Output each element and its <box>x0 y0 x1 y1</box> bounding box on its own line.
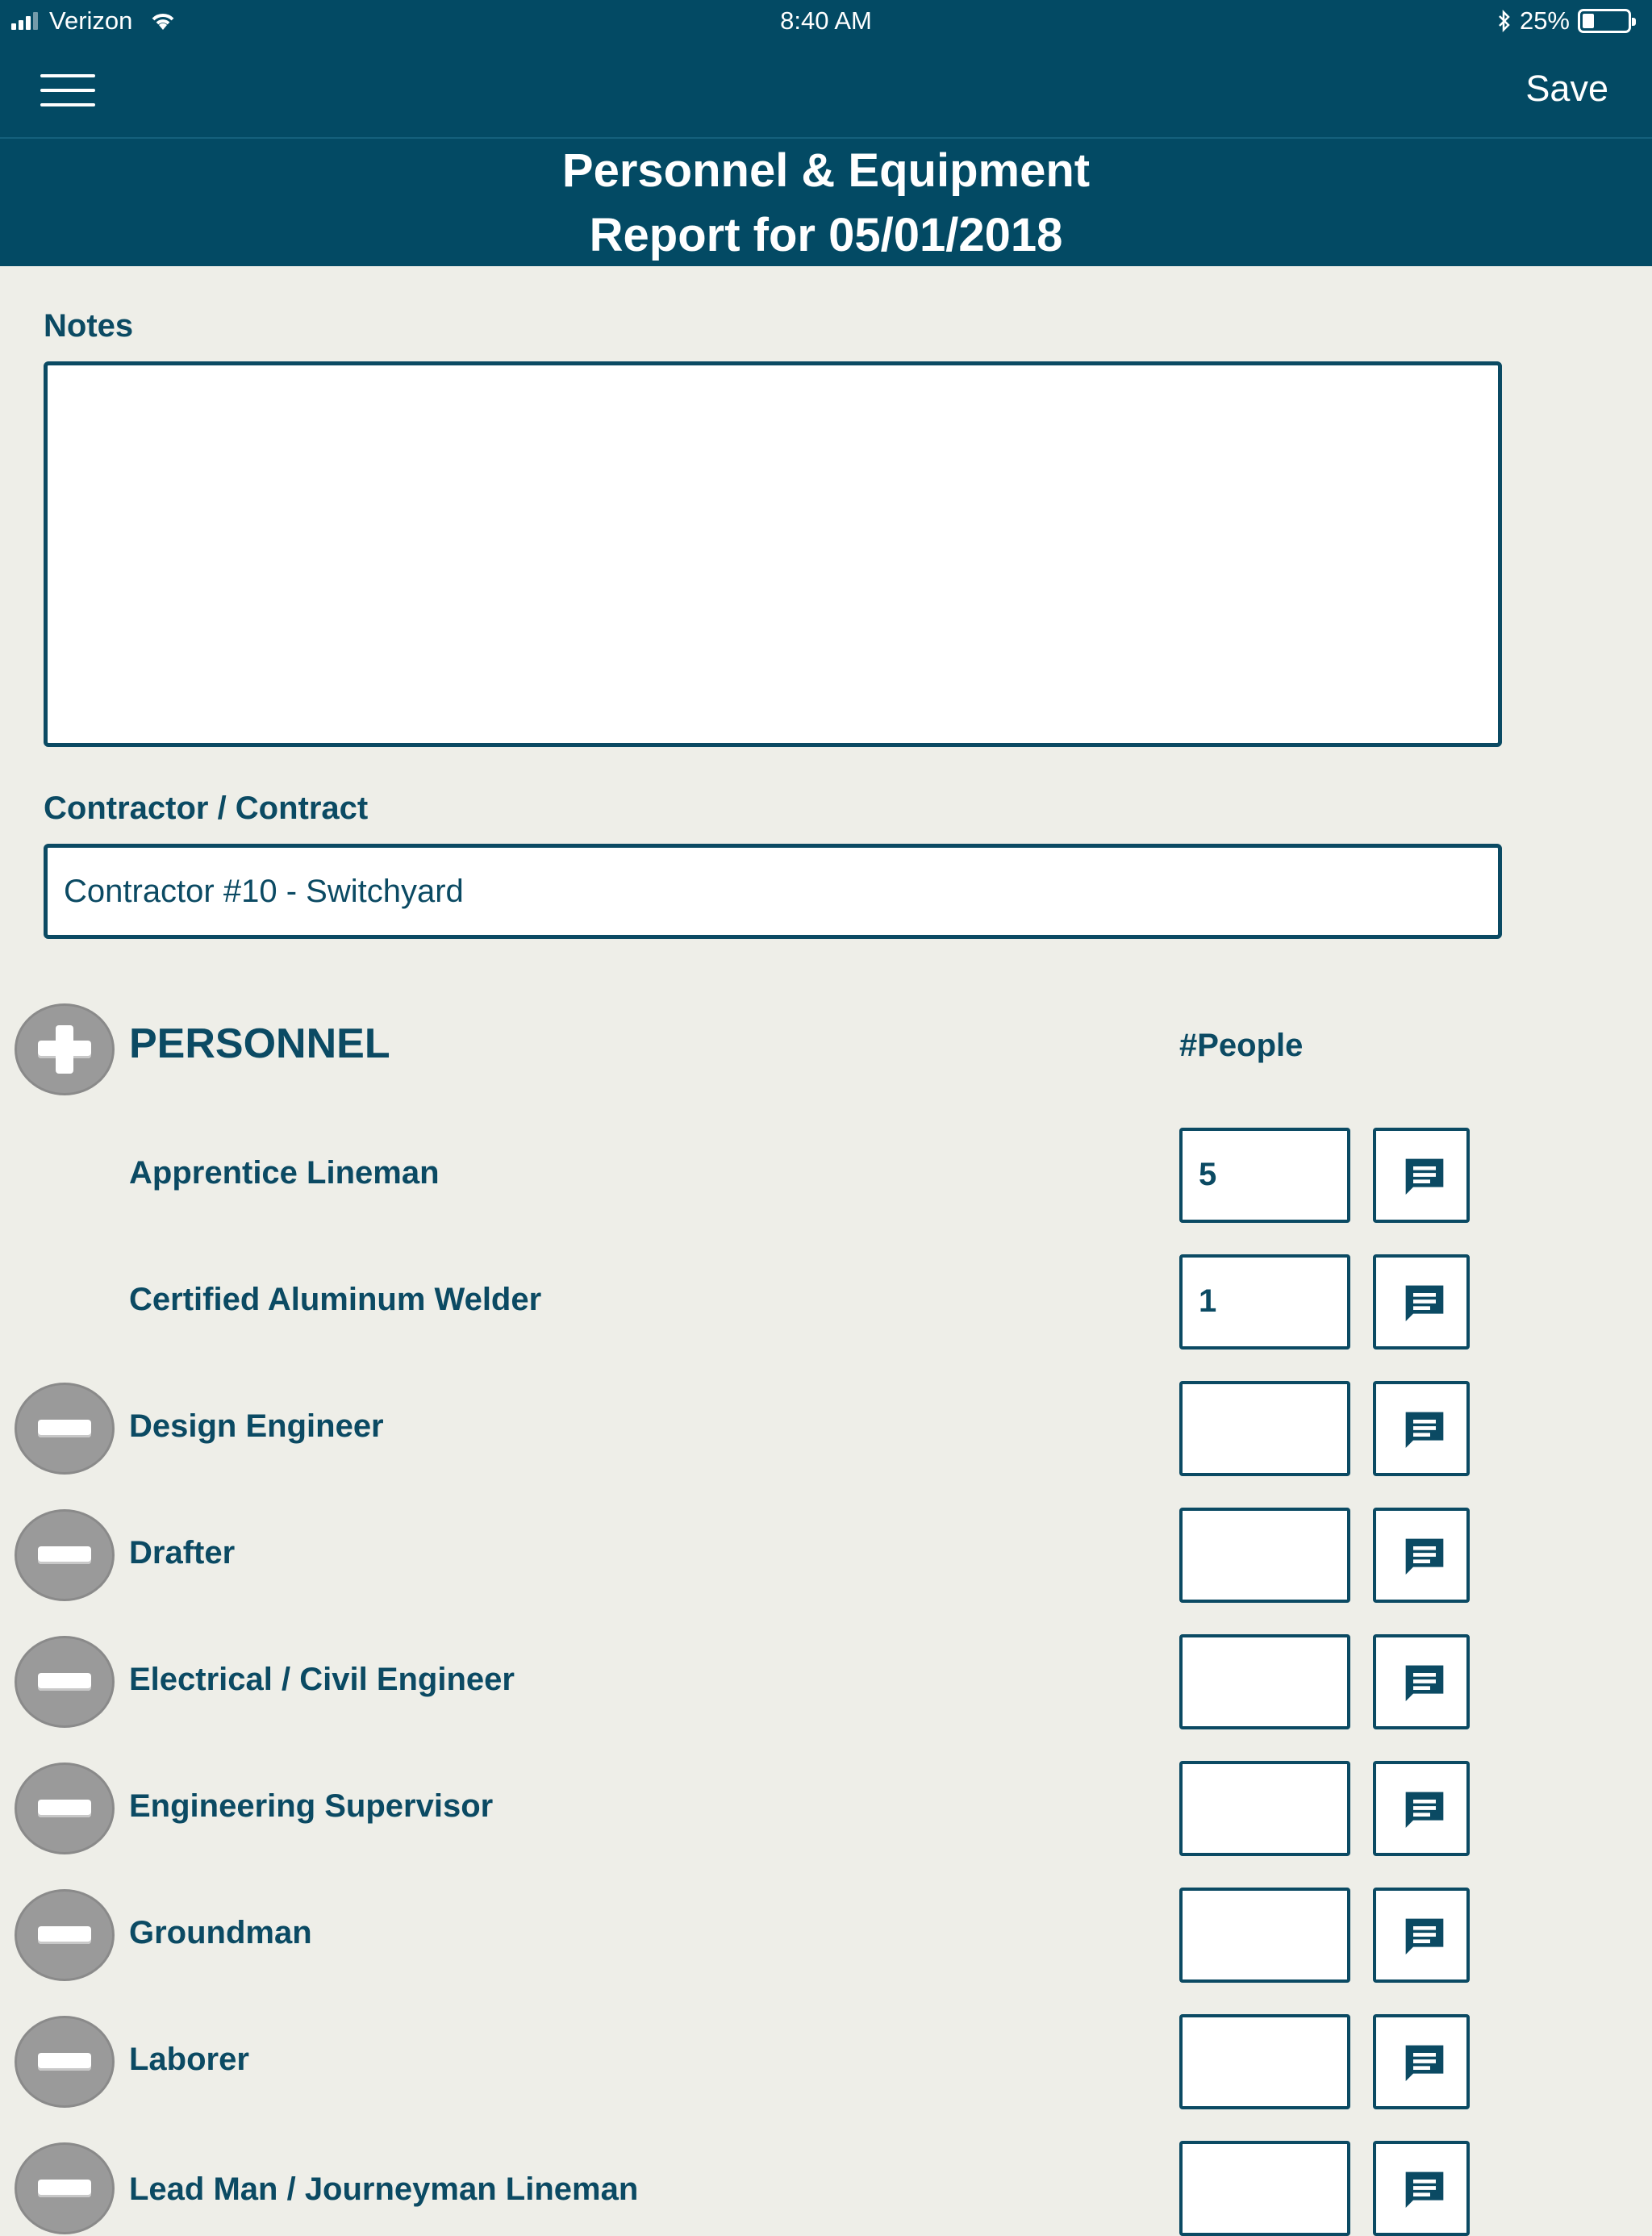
hamburger-menu-icon[interactable] <box>40 74 95 110</box>
personnel-row-label: Certified Aluminum Welder <box>129 1282 542 1317</box>
remove-circle-icon[interactable] <box>15 1763 115 1854</box>
comment-button[interactable] <box>1373 1128 1470 1223</box>
comment-button[interactable] <box>1373 1888 1470 1983</box>
comment-button[interactable] <box>1373 1634 1470 1729</box>
comment-button[interactable] <box>1373 1508 1470 1603</box>
personnel-row-label: Design Engineer <box>129 1408 384 1444</box>
personnel-row-label: Groundman <box>129 1915 312 1950</box>
comment-icon <box>1402 1915 1447 1960</box>
comment-icon <box>1402 2168 1447 2213</box>
comment-icon <box>1402 2042 1447 2087</box>
remove-circle-icon[interactable] <box>15 2142 115 2234</box>
people-count-input[interactable] <box>1179 1381 1350 1476</box>
personnel-row-label: Laborer <box>129 2042 249 2077</box>
personnel-row-label: Engineering Supervisor <box>129 1788 494 1824</box>
comment-button[interactable] <box>1373 1761 1470 1856</box>
comment-button[interactable] <box>1373 1254 1470 1350</box>
comment-icon <box>1402 1662 1447 1707</box>
notes-field[interactable] <box>44 361 1502 747</box>
comment-button[interactable] <box>1373 2014 1470 2109</box>
contract-label: Contractor / Contract <box>44 791 369 826</box>
personnel-section-title: PERSONNEL <box>129 1020 390 1067</box>
bluetooth-icon <box>1497 10 1512 32</box>
personnel-row-label: Electrical / Civil Engineer <box>129 1662 515 1697</box>
status-time: 8:40 AM <box>780 6 872 35</box>
comment-icon <box>1402 1282 1447 1327</box>
people-count-input[interactable]: 1 <box>1179 1254 1350 1350</box>
comment-icon <box>1402 1408 1447 1454</box>
comment-icon <box>1402 1788 1447 1833</box>
comment-button[interactable] <box>1373 1381 1470 1476</box>
notes-label: Notes <box>44 308 134 344</box>
people-count-input[interactable] <box>1179 2014 1350 2109</box>
personnel-row-label: Drafter <box>129 1535 236 1571</box>
status-bar <box>0 0 1652 45</box>
comment-button[interactable] <box>1373 2141 1470 2236</box>
people-count-input[interactable]: 5 <box>1179 1128 1350 1223</box>
remove-circle-icon[interactable] <box>15 1383 115 1475</box>
comment-icon <box>1402 1155 1447 1200</box>
people-count-input[interactable] <box>1179 1508 1350 1603</box>
page-title <box>0 139 1652 266</box>
remove-circle-icon[interactable] <box>15 1889 115 1981</box>
battery-icon <box>1578 9 1631 33</box>
page-title-line2: Report for 05/01/2018 <box>589 209 1063 261</box>
remove-circle-icon[interactable] <box>15 2016 115 2108</box>
remove-circle-icon[interactable] <box>15 1636 115 1728</box>
people-count-input[interactable] <box>1179 1761 1350 1856</box>
people-count-input[interactable] <box>1179 1634 1350 1729</box>
comment-icon <box>1402 1535 1447 1580</box>
nav-bar <box>0 45 1652 139</box>
people-count-input[interactable] <box>1179 1888 1350 1983</box>
people-count-input[interactable] <box>1179 2141 1350 2236</box>
page-title-line1: Personnel & Equipment <box>561 144 1091 197</box>
add-circle-icon[interactable] <box>15 1003 115 1095</box>
battery-percent: 25% <box>1519 6 1570 35</box>
contract-field[interactable]: Contractor #10 - Switchyard <box>44 844 1502 939</box>
personnel-row-label: Lead Man / Journeyman Lineman <box>129 2171 639 2207</box>
carrier-label: Verizon <box>49 6 133 35</box>
save-button[interactable]: Save <box>1525 68 1608 109</box>
remove-circle-icon[interactable] <box>15 1509 115 1601</box>
personnel-row-label: Apprentice Lineman <box>129 1155 440 1191</box>
people-count-header: #People <box>1179 1028 1304 1063</box>
